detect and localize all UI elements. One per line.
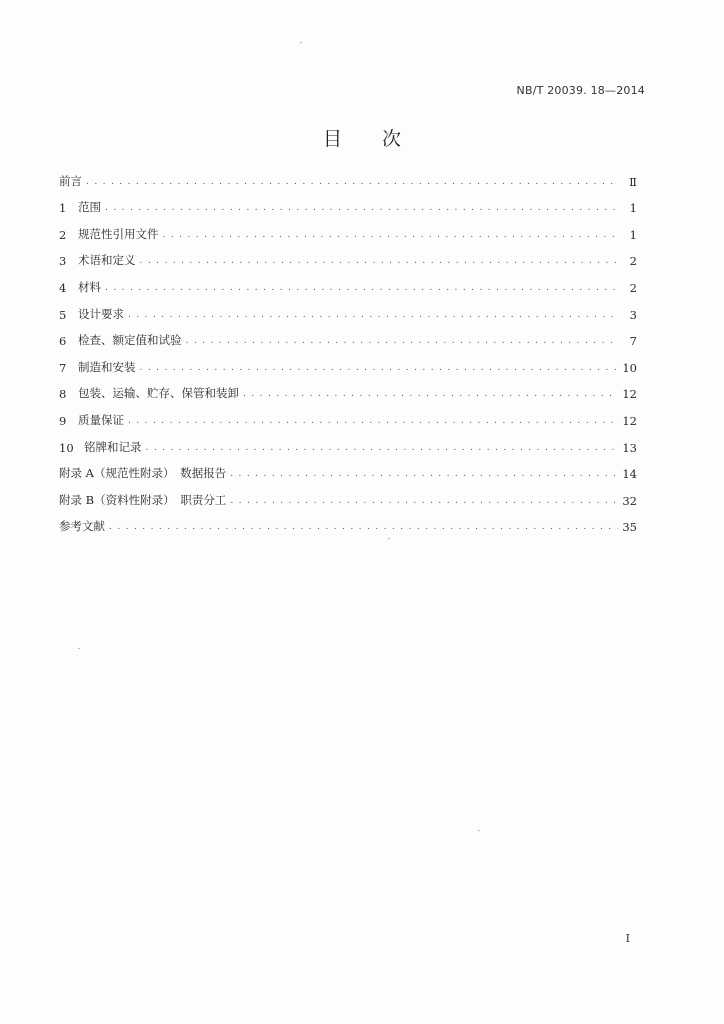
toc-entry-page: 14 (622, 467, 637, 482)
toc-entry-page: 3 (629, 307, 637, 322)
toc-entry-9[interactable] (59, 401, 637, 428)
toc-leader-dots (140, 257, 620, 268)
scan-speck (388, 538, 390, 539)
toc-entry-7[interactable] (59, 348, 637, 375)
toc-entry-bibliography[interactable] (59, 508, 637, 535)
toc-entry-number: 4 (59, 280, 67, 295)
toc-leader-dots (146, 444, 619, 455)
toc-title-char-1: 目 (322, 128, 342, 150)
scan-speck (300, 42, 302, 43)
toc-entry-label: 制造和安装 (78, 359, 136, 374)
toc-entry-label: 材料 (78, 279, 101, 294)
toc-leader-dots (243, 390, 618, 401)
toc-entry-page: 12 (622, 387, 637, 402)
toc-entry-label: 范围 (78, 200, 101, 215)
toc-leader-dots (105, 204, 619, 215)
toc-entry-page: 35 (622, 520, 637, 535)
toc-leader-dots (230, 470, 618, 481)
toc-entry-label: 参考文献 (59, 519, 105, 534)
toc-leader-dots (186, 337, 620, 348)
toc-entry-foreword[interactable] (59, 162, 637, 189)
scan-speck (478, 830, 480, 831)
toc-entry-page: 2 (629, 254, 637, 269)
toc-entry-label: 包装、运输、贮存、保管和装卸 (78, 386, 239, 401)
toc-title (0, 124, 724, 151)
toc-entry-number: 10 (59, 440, 74, 455)
toc-entry-number: 2 (59, 227, 67, 242)
toc-title-char-2: 次 (382, 128, 402, 150)
toc-entry-8[interactable] (59, 375, 637, 402)
toc-leader-dots (105, 284, 619, 295)
toc-entry-annex-b[interactable] (59, 481, 637, 508)
toc-entry-page: 2 (629, 280, 637, 295)
toc-entry-number: 3 (59, 254, 67, 269)
toc-entry-page: 1 (629, 201, 637, 216)
toc-entry-page: 13 (622, 440, 637, 455)
toc-leader-dots (163, 231, 620, 242)
toc-entry-page: Ⅱ (629, 174, 637, 189)
toc-leader-dots (128, 311, 619, 322)
standard-number: NB/T 20039. 18—2014 (516, 84, 645, 97)
toc-entry-page: 12 (622, 413, 637, 428)
toc-leader-dots (86, 178, 619, 189)
toc-entry-label: 铭牌和记录 (84, 439, 142, 454)
toc-entry-number: 6 (59, 334, 67, 349)
toc-entry-label: 附录 A（规范性附录） 数据报告 (59, 466, 227, 481)
toc-entry-label: 前言 (59, 173, 82, 188)
toc-entry-label: 附录 B（资料性附录） 职责分工 (59, 492, 227, 507)
toc-leader-dots (230, 497, 618, 508)
toc-leader-dots (128, 417, 618, 428)
toc-entry-label: 质量保证 (78, 412, 124, 427)
toc-entry-6[interactable] (59, 322, 637, 349)
toc-entry-label: 术语和定义 (78, 253, 136, 268)
page-number: I (625, 932, 630, 945)
toc-entry-page: 7 (629, 334, 637, 349)
toc-leader-dots (140, 364, 619, 375)
toc-entry-label: 检查、额定值和试验 (78, 333, 182, 348)
toc-entry-annex-a[interactable] (59, 455, 637, 482)
toc-entry-number: 8 (59, 387, 67, 402)
toc-entry-1[interactable] (59, 189, 637, 216)
toc-entry-5[interactable] (59, 295, 637, 322)
scan-speck (78, 648, 80, 649)
toc-entry-number: 9 (59, 413, 67, 428)
toc-entry-label: 设计要求 (78, 306, 124, 321)
toc-entry-3[interactable] (59, 242, 637, 269)
toc-entry-page: 10 (622, 360, 637, 375)
toc-entry-number: 7 (59, 360, 67, 375)
toc-entry-10[interactable] (59, 428, 637, 455)
table-of-contents (59, 162, 637, 534)
toc-leader-dots (109, 523, 618, 534)
toc-entry-2[interactable] (59, 215, 637, 242)
toc-entry-number: 5 (59, 307, 67, 322)
toc-entry-page: 1 (629, 227, 637, 242)
toc-entry-label: 规范性引用文件 (78, 226, 159, 241)
toc-entry-page: 32 (622, 493, 637, 508)
toc-entry-4[interactable] (59, 268, 637, 295)
toc-entry-number: 1 (59, 201, 67, 216)
